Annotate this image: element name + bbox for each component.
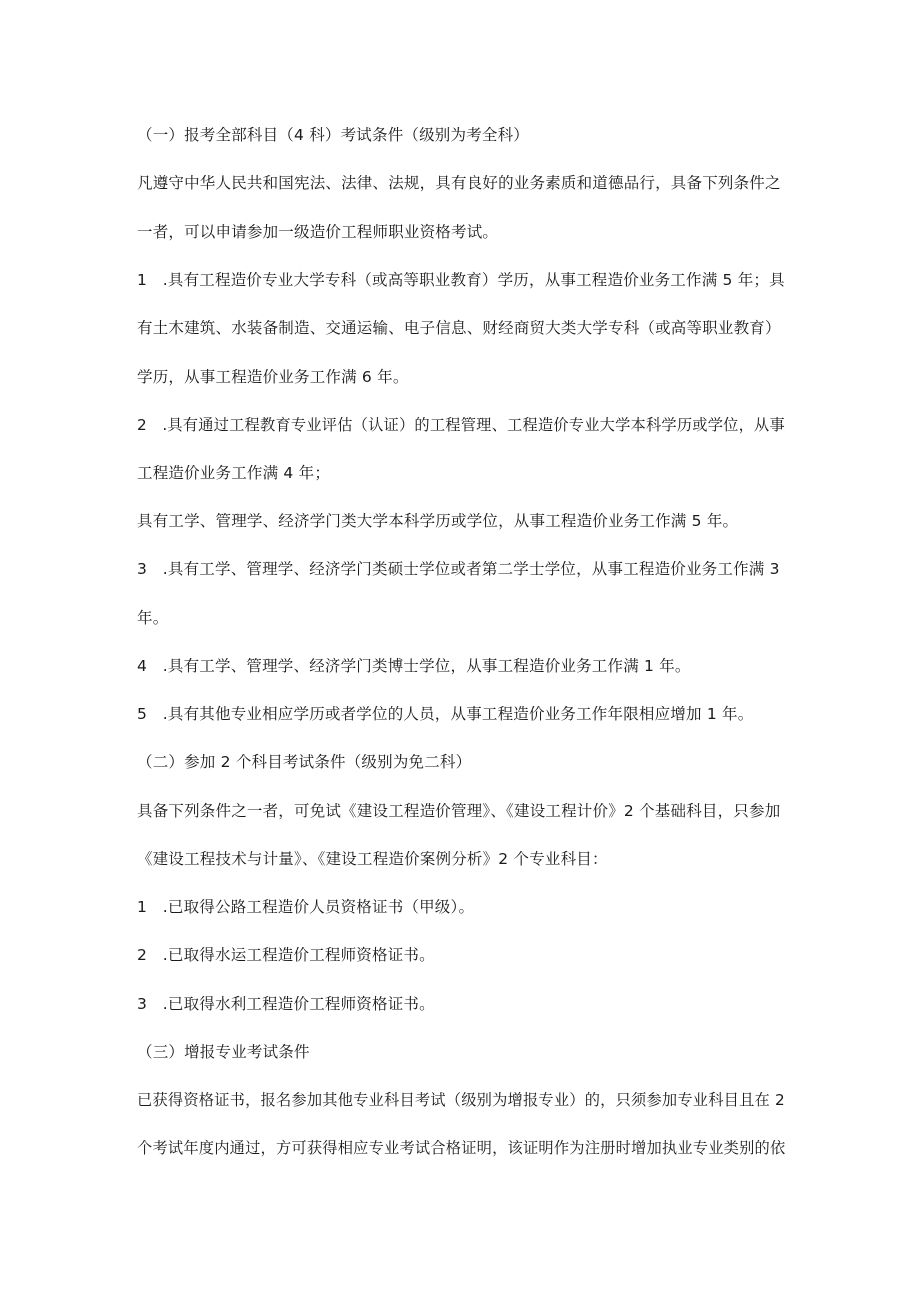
list-item-3: 3 .具有工学、管理学、经济学门类硕士学位或者第二学士学位，从事工程造价业务工作满 3 [137,560,780,578]
paragraph-line: 学历，从事工程造价业务工作满 6 年。 [137,368,409,386]
list-item-1: 1 .具有工程造价专业大学专科（或高等职业教育）学历，从事工程造价业务工作满 5 年；具 [137,271,785,289]
paragraph-line: 个考试年度内通过，方可获得相应专业考试合格证明，该证明作为注册时增加执业专业类别的依 [137,1139,786,1157]
paragraph-line: 一者，可以申请参加一级造价工程师职业资格考试。 [137,223,499,241]
paragraph-line: 具有工学、管理学、经济学门类大学本科学历或学位，从事工程造价业务工作满 5 年。 [137,512,739,530]
paragraph-line: 《建设工程技术与计量》、《建设工程造价案例分析》2 个专业科目： [137,850,608,868]
paragraph-line: 已获得资格证书，报名参加其他专业科目考试（级别为增报专业）的，只须参加专业科目且在 2 [137,1091,785,1109]
section-heading-3: （三）增报专业考试条件 [137,1043,310,1061]
paragraph-line: 凡遵守中华人民共和国宪法、法律、法规，具有良好的业务素质和道德品行，具备下列条件之 [137,174,781,192]
list-item-3: 3 .已取得水利工程造价工程师资格证书。 [137,995,435,1013]
paragraph-line: 工程造价业务工作满 4 年； [137,464,331,482]
list-item-2: 2 .已取得水运工程造价工程师资格证书。 [137,946,435,964]
list-item-5: 5 .具有其他专业相应学历或者学位的人员，从事工程造价业务工作年限相应增加 1 年。 [137,705,754,723]
section-heading-2: （二）参加 2 个科目考试条件（级别为免二科） [137,753,472,771]
paragraph-line: 年。 [137,609,169,627]
list-item-2: 2 .具有通过工程教育专业评估（认证）的工程管理、工程造价专业大学本科学历或学位，从事 [137,416,785,434]
paragraph-line: 具备下列条件之一者，可免试《建设工程造价管理》、《建设工程计价》2 个基础科目，只参加 [137,802,781,820]
paragraph-line: 有土木建筑、水装备制造、交通运输、电子信息、财经商贸大类大学专科（或高等职业教育） [137,319,781,337]
section-heading-1: （一）报考全部科目（4 科）考试条件（级别为考全科） [137,126,529,144]
list-item-4: 4 .具有工学、管理学、经济学门类博士学位，从事工程造价业务工作满 1 年。 [137,657,691,675]
list-item-1: 1 .已取得公路工程造价人员资格证书（甲级）。 [137,898,475,916]
